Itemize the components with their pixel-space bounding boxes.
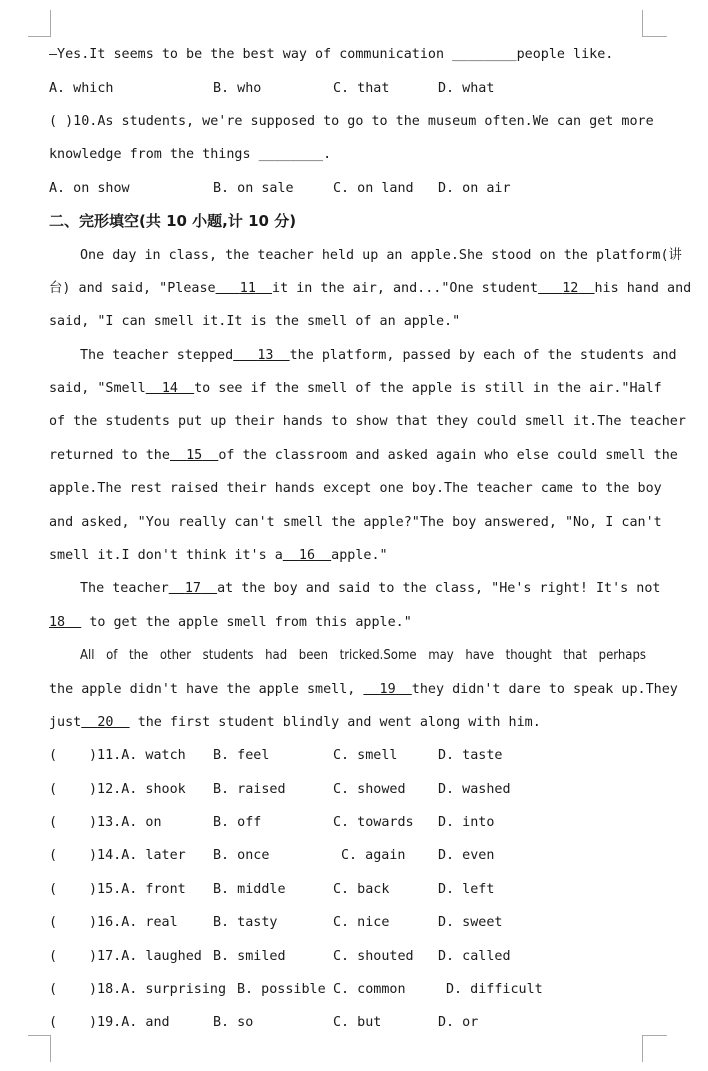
question-option-a: )14.A. later <box>89 848 186 863</box>
passage-p2-line3: of the students put up their hands to show that they could smell it.The teacher <box>49 414 686 429</box>
question-option-b: B. so <box>213 1015 254 1030</box>
blank-19: 19 <box>379 682 396 697</box>
question-option-d: D. sweet <box>438 915 503 930</box>
crop-mark-top-right <box>642 10 667 37</box>
crop-mark-bottom-left <box>28 1035 51 1062</box>
question-option-d: D. left <box>438 882 495 897</box>
answer-paren[interactable]: ( <box>49 748 58 763</box>
question-option-d: D. taste <box>438 748 503 763</box>
passage-p3-line1: The teacher 17 at the boy and said to the class, "He's right! It's not <box>80 581 661 596</box>
question-option-a: )19.A. and <box>89 1015 170 1030</box>
question-option-a: )17.A. laughed <box>89 949 202 964</box>
question-option-b: B. middle <box>213 882 286 897</box>
section-heading: 二、完形填空(共 10 小题,计 10 分) <box>49 212 297 230</box>
question-option-c: C. smell <box>333 748 398 763</box>
passage-p4-line3: just 20 the first student blindly and went along with him. <box>49 715 541 730</box>
question-option-c: C. common <box>333 982 406 997</box>
answer-paren[interactable]: ( <box>49 815 58 830</box>
crop-mark-top-left <box>28 10 51 37</box>
blank-20: 20 <box>97 715 114 730</box>
question-option-c: C. again <box>341 848 406 863</box>
question-option-c: C. back <box>333 882 390 897</box>
question-option-b: B. once <box>213 848 270 863</box>
question-option-d: D. washed <box>438 782 511 797</box>
blank-11: 11 <box>239 281 256 296</box>
passage-p4-line1: All of the other students had been tricked.Some may have thought that perhaps <box>80 648 646 663</box>
q9-stem: —Yes.It seems to be the best way of communication ________people like. <box>49 47 614 62</box>
passage-p2-line7: smell it.I don't think it's a 16 apple." <box>49 548 388 563</box>
question-option-a: )11.A. watch <box>89 748 186 763</box>
passage-p2-line1: The teacher stepped 13 the platform, passed by each of the students and <box>80 348 677 363</box>
q10-option-a: A. on show <box>49 181 130 196</box>
blank-14: 14 <box>161 381 178 396</box>
question-option-a: )13.A. on <box>89 815 162 830</box>
question-option-b: B. smiled <box>213 949 286 964</box>
answer-paren[interactable]: ( <box>49 1015 58 1030</box>
answer-paren[interactable]: ( <box>49 982 58 997</box>
question-option-b: B. possible <box>237 982 326 997</box>
q9-option-c: C. that <box>333 81 390 96</box>
q10-stem-line1: ( )10.As students, we're supposed to go to the museum often.We can get more <box>49 114 654 129</box>
question-option-b: B. off <box>213 815 262 830</box>
blank-13: 13 <box>257 348 274 363</box>
question-option-d: D. called <box>438 949 511 964</box>
answer-paren[interactable]: ( <box>49 848 58 863</box>
q9-option-a: A. which <box>49 81 114 96</box>
question-option-c: C. shouted <box>333 949 414 964</box>
q10-option-b: B. on sale <box>213 181 294 196</box>
passage-p3-line2: 18 to get the apple smell from this apple." <box>49 615 412 630</box>
question-option-a: )12.A. shook <box>89 782 186 797</box>
question-option-d: D. into <box>438 815 495 830</box>
question-option-b: B. tasty <box>213 915 278 930</box>
question-option-b: B. raised <box>213 782 286 797</box>
blank-17: 17 <box>184 581 201 596</box>
passage-p1-line3: said, "I can smell it.It is the smell of an apple." <box>49 314 461 329</box>
blank-15: 15 <box>186 448 203 463</box>
question-option-a: )16.A. real <box>89 915 178 930</box>
passage-p4-line2: the apple didn't have the apple smell, 19 they didn't dare to speak up.They <box>49 682 678 697</box>
question-option-d: D. or <box>438 1015 479 1030</box>
q9-option-d: D. what <box>438 81 495 96</box>
passage-p2-line6: and asked, "You really can't smell the apple?"The boy answered, "No, I can't <box>49 515 662 530</box>
question-option-d: D. difficult <box>446 982 543 997</box>
answer-paren[interactable]: ( <box>49 782 58 797</box>
q9-option-b: B. who <box>213 81 262 96</box>
question-option-c: C. showed <box>333 782 406 797</box>
question-option-a: )15.A. front <box>89 882 186 897</box>
passage-p2-line2: said, "Smell 14 to see if the smell of the apple is still in the air."Half <box>49 381 662 396</box>
q10-option-d: D. on air <box>438 181 511 196</box>
passage-p2-line5: apple.The rest raised their hands except one boy.The teacher came to the boy <box>49 481 662 496</box>
passage-p1-line1: One day in class, the teacher held up an apple.She stood on the platform(讲 <box>80 248 682 263</box>
q10-stem-line2: knowledge from the things ________. <box>49 147 332 162</box>
passage-p1-line2: 台) and said, "Please 11 it in the air, and..."One student 12 his hand and <box>49 281 692 296</box>
crop-mark-bottom-right <box>642 1035 667 1062</box>
question-option-a: )18.A. surprising <box>89 982 227 997</box>
question-option-c: C. nice <box>333 915 390 930</box>
blank-12: 12 <box>562 281 579 296</box>
blank-18: 18 <box>49 615 66 630</box>
question-option-b: B. feel <box>213 748 270 763</box>
q10-option-c: C. on land <box>333 181 414 196</box>
answer-paren[interactable]: ( <box>49 882 58 897</box>
blank-16: 16 <box>298 548 316 563</box>
passage-p2-line4: returned to the 15 of the classroom and asked again who else could smell the <box>49 448 678 463</box>
question-option-c: C. towards <box>333 815 414 830</box>
question-option-d: D. even <box>438 848 495 863</box>
answer-paren[interactable]: ( <box>49 915 58 930</box>
answer-paren[interactable]: ( <box>49 949 58 964</box>
question-option-c: C. but <box>333 1015 382 1030</box>
